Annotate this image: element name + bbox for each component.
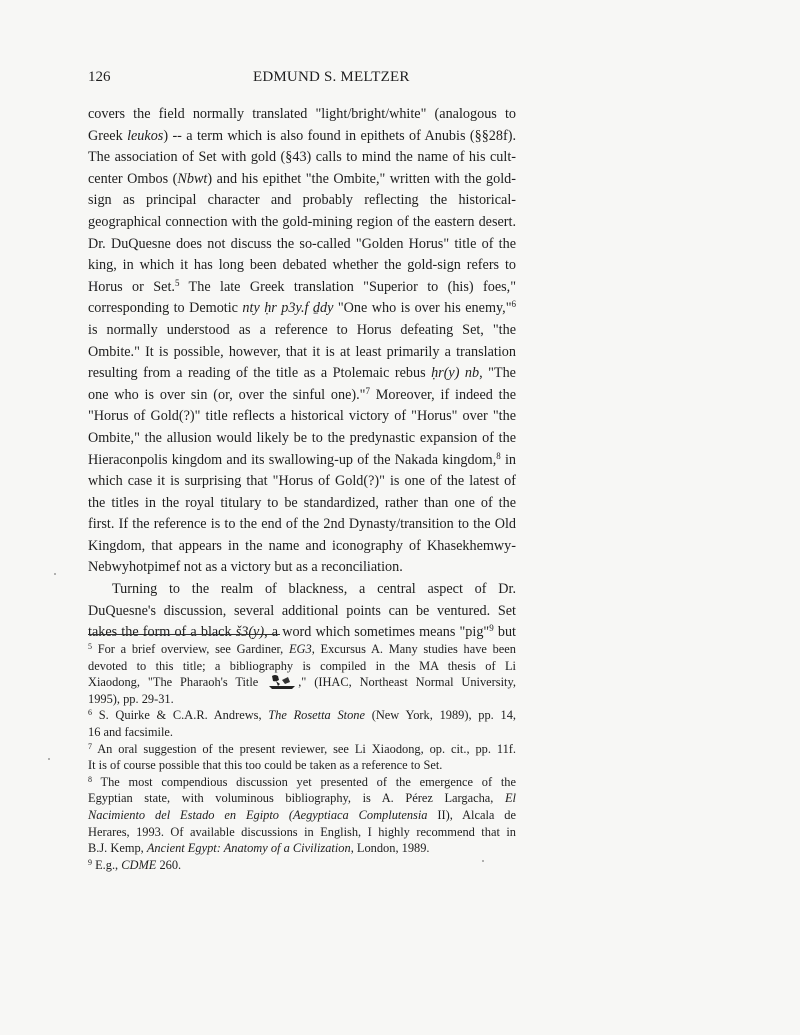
footnote-line: devoted to this title; a bibliography is compiled in the MA thesis of Li bbox=[88, 658, 516, 673]
footnote-line: Xiaodong, "The Pharaoh's Title ," (IHAC, Northeast Normal University, bbox=[88, 675, 516, 690]
footnote-line: $^8$ The most compendious discussion yet presented of the emergence of the bbox=[88, 774, 516, 789]
body-line: Nebwyhotpimef not as a victory but as a reconciliation. bbox=[88, 559, 403, 576]
body-line: center Ombos (Nbwt) and his epithet "the Ombite," written with the gold- bbox=[88, 170, 516, 187]
body-line: king, in which it has long been debated whether the gold-sign refers to bbox=[88, 257, 516, 274]
body-line: Horus or Set.$^5$ The late Greek translation "Superior to (his) foes," bbox=[88, 277, 516, 295]
hieroglyph-icon bbox=[266, 674, 298, 690]
footnote-line: $^5$ For a brief overview, see Gardiner, EG3, Excursus A. Many studies have been bbox=[88, 642, 516, 656]
page-header bbox=[88, 69, 518, 89]
scan-speck bbox=[48, 758, 50, 760]
footnote-line: 16 and facsimile. bbox=[88, 724, 173, 739]
footnote-number: 6 bbox=[88, 708, 92, 718]
body-line: Ombite." It is possible, however, that it is at least primarily a translation bbox=[88, 343, 516, 360]
page-number: 126 bbox=[88, 69, 111, 85]
body-line: covers the field normally translated "light/bright/white" (analogous to bbox=[88, 106, 516, 122]
footnote-separator bbox=[88, 634, 280, 635]
body-line: The association of Set with gold (§43) calls to mind the name of his cult- bbox=[88, 149, 516, 166]
scan-speck bbox=[482, 860, 484, 862]
body-line: which case it is surprising that "Horus of Gold(?)" is one of the latest of bbox=[88, 473, 516, 490]
body-line: Kingdom, that appears in the name and iconography of Khasekhemwy- bbox=[88, 537, 516, 554]
footnote-line: $^6$ S. Quirke & C.A.R. Andrews, The Rosetta Stone (New York, 1989), pp. 14, bbox=[88, 708, 516, 723]
body-line: corresponding to Demotic nty ḥr p3y.f ḏdy "One who is over his enemy,"$^6$ bbox=[88, 299, 516, 317]
scan-speck bbox=[54, 573, 56, 575]
footnote-ref: 7 bbox=[365, 385, 370, 396]
footnote-ref: 8 bbox=[496, 450, 501, 461]
footnote-ref: 9 bbox=[489, 623, 494, 634]
body-line: Hieraconpolis kingdom and its swallowing-up of the Nakada kingdom,$^8$ in bbox=[88, 450, 516, 468]
body-line: Ombite," the allusion would likely be to the predynastic expansion of the bbox=[88, 429, 516, 446]
footnote-line: $^7$ An oral suggestion of the present reviewer, see Li Xiaodong, op. cit., pp. 11f. bbox=[88, 741, 516, 756]
body-line: is normally understood as a reference to Horus defeating Set, "the bbox=[88, 321, 516, 338]
body-line: DuQuesne's discussion, several additional points can be ventured. Set bbox=[88, 602, 516, 619]
footnote-number: 8 bbox=[88, 774, 92, 784]
body-line: first. If the reference is to the end of the 2nd Dynasty/transition to the Old bbox=[88, 516, 516, 533]
footnote-number: 7 bbox=[88, 741, 92, 751]
body-line: "Horus of Gold(?)" title reflects a historical victory of "Horus" over "the bbox=[88, 408, 516, 425]
body-line: Turning to the realm of blackness, a central aspect of Dr. bbox=[112, 581, 516, 598]
footnotes bbox=[88, 641, 516, 873]
footnote-line: Egyptian state, with voluminous bibliography, is A. Pérez Largacha, El bbox=[88, 791, 516, 806]
footnote-ref: 5 bbox=[174, 277, 180, 288]
footnote-line: 1995), pp. 29-31. bbox=[88, 691, 174, 706]
body-line: sign as principal character and probably reflecting the historical- bbox=[88, 192, 516, 209]
footnote-line: Nacimiento del Estado en Egipto (Aegyptiaca Complutensia II), Alcala de bbox=[88, 807, 516, 822]
body-line: one who is over sin (or, over the sinful one)."$^7$ Moreover, if indeed the bbox=[88, 385, 517, 403]
footnote-number: 9 bbox=[88, 857, 92, 867]
footnote-line: $^9$ E.g., CDME 260. bbox=[88, 857, 182, 872]
body-text bbox=[88, 104, 516, 644]
body-line: resulting from a reading of the title as a Ptolemaic rebus ḥr(y) nb, "The bbox=[88, 365, 516, 382]
footnote-line: It is of course possible that this too could be taken as a reference to Set. bbox=[88, 758, 443, 773]
running-head: EDMUND S. MELTZER bbox=[253, 69, 410, 85]
footnote-line: B.J. Kemp, Ancient Egypt: Anatomy of a Civilization, London, 1989. bbox=[88, 841, 430, 856]
footnote-ref: 6 bbox=[511, 299, 516, 310]
footnote-number: 5 bbox=[88, 642, 92, 651]
body-line: takes the form of a black š3(y), a word which sometimes means "pig"$^9$ but bbox=[88, 623, 516, 641]
body-line: Dr. DuQuesne does not discuss the so-called "Golden Horus" title of the bbox=[88, 235, 516, 252]
body-line: geographical connection with the gold-mining region of the eastern desert. bbox=[88, 213, 516, 230]
body-line: the titles in the royal titulary to be standardized, rather than one of the bbox=[88, 494, 516, 511]
footnote-line: Herares, 1993. Of available discussions in English, I highly recommend that in bbox=[88, 824, 516, 839]
body-line: Greek leukos) -- a term which is also found in epithets of Anubis (§§28f). bbox=[88, 127, 516, 144]
